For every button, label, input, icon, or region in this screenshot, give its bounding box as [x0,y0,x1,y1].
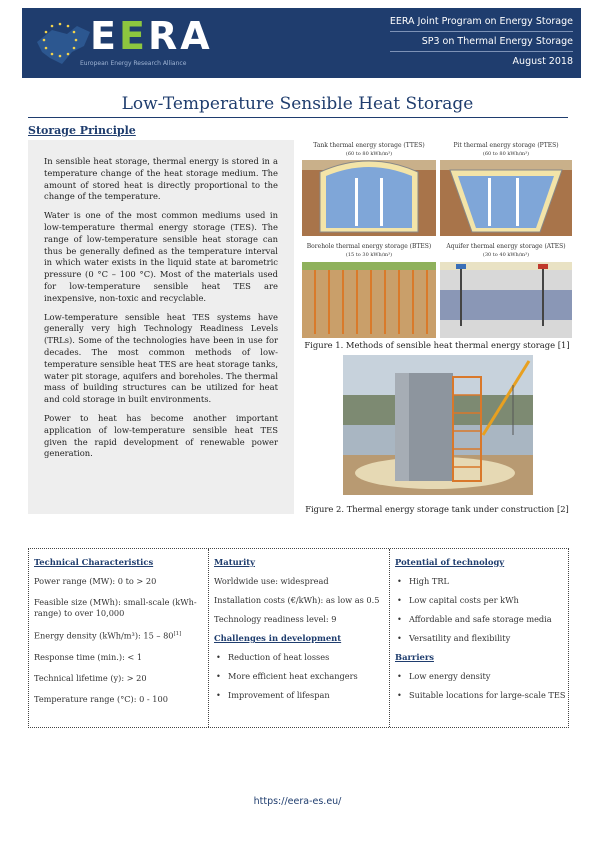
header-program: EERA Joint Program on Energy Storage [390,12,573,32]
principle-paragraph: Power to heat has become another important application of low-temperature sensible heat TES given the rapid development of renewable power generation. [44,412,278,459]
btes-range: (15 to 30 kWh/m³) [345,252,393,258]
ttes-label: Tank thermal energy storage (TTES) [313,142,425,149]
principle-paragraph: Water is one of the most common mediums used in low-temperature thermal energy storage (TES). The range of low-temperature sensible heat storage can thus be generally defined as the temperature interval in which water exists in the liquid state at barometric pressure (0 °C – 100 °C). Most of the materials used for low-temperature sensible heat TES are inexpensive, non-toxic and recyclable. [44,210,278,303]
barriers-heading: Barriers [395,652,434,662]
list-item: • Low energy density [395,671,568,682]
list-item: • Low capital costs per kWh [395,595,568,606]
maturity-column [209,549,390,727]
technical-heading: Technical Characteristics [34,557,154,567]
ates-label: Aquifer thermal energy storage (ATES) [446,243,566,250]
technology-summary-box [28,548,569,728]
maturity-heading: Maturity [214,557,255,567]
figure-storage-methods [300,140,574,338]
potential-heading: Potential of technology [395,557,505,567]
principle-paragraph: Low-temperature sensible heat TES systems have generally very high Technology Readiness Levels (TRLs). Some of the technologies have been in use for decades. The most common methods of low-temperature sensible heat TES are heat storage tanks, water pit storage, aquifers and boreholes. The thermal mass of building structures can be utilized for heat and cold storage in built environments. [44,311,278,405]
figure2-caption: Figure 2. Thermal energy storage tank under construction [2] [305,504,569,514]
ates-diagram [440,262,572,338]
header-date: August 2018 [512,56,573,67]
figure-tank-construction-photo [343,355,533,495]
list-item: • High TRL [395,576,568,587]
logo-subtitle: European Energy Research Alliance [80,60,187,67]
eera-logo-text: EERA [90,14,213,58]
btes-diagram [302,262,436,338]
ttes-diagram [302,160,436,236]
section-heading-storage-principle: Storage Principle [28,124,136,137]
response-time: Response time (min.): < 1 [34,651,143,662]
header-banner [22,8,581,78]
ttes-range: (60 to 80 kWh/m³) [345,151,393,157]
challenges-list [214,652,389,701]
ates-range: (30 to 40 kWh/m³) [482,252,530,258]
technology-readiness: Technology readiness level: 9 [214,614,337,624]
storage-principle-box [28,140,294,514]
list-item: • Improvement of lifespan [214,690,389,701]
header-info [390,12,573,72]
ptes-diagram [440,160,572,236]
figure1-caption: Figure 1. Methods of sensible heat thermal energy storage [1] [304,340,570,350]
temperature-range: Temperature range (°C): 0 - 100 [34,693,168,704]
challenges-heading: Challenges in development [214,633,342,643]
list-item: • Suitable locations for large-scale TES [395,690,568,701]
list-item: • Versatility and flexibility [395,633,568,644]
ptes-label: Pit thermal energy storage (PTES) [453,142,559,149]
btes-label: Borehole thermal energy storage (BTES) [306,243,432,250]
title-divider [28,117,568,118]
list-item: • Reduction of heat losses [214,652,389,663]
list-item: • More efficient heat exchangers [214,671,389,682]
feasible-size: Feasible size (MWh): small-scale (kWh-range) to over 10,000 [34,597,197,618]
list-item: • Affordable and safe storage media [395,614,568,625]
technical-characteristics-column [29,549,209,727]
page-title: Low-Temperature Sensible Heat Storage [121,94,474,114]
installation-costs: Installation costs (€/kWh): as low as 0.5 [214,595,380,605]
potential-column [390,549,568,727]
worldwide-use: Worldwide use: widespread [214,576,329,586]
footer-link[interactable]: https://eera-es.eu/ [253,796,342,807]
barriers-list [395,671,568,701]
potential-list [395,576,568,644]
principle-paragraph: In sensible heat storage, thermal energy is stored in a temperature change of the heat storage medium. The amount of stored heat is directly proportional to the change of the temperature. [44,156,278,202]
technical-lifetime: Technical lifetime (y): > 20 [34,672,147,683]
energy-density: Energy density (kWh/m³): 15 – 80[1] [34,630,182,641]
power-range: Power range (MW): 0 to > 20 [34,576,157,586]
ptes-range: (60 to 80 kWh/m³) [482,151,530,157]
header-subprogram: SP3 on Thermal Energy Storage [390,32,573,52]
